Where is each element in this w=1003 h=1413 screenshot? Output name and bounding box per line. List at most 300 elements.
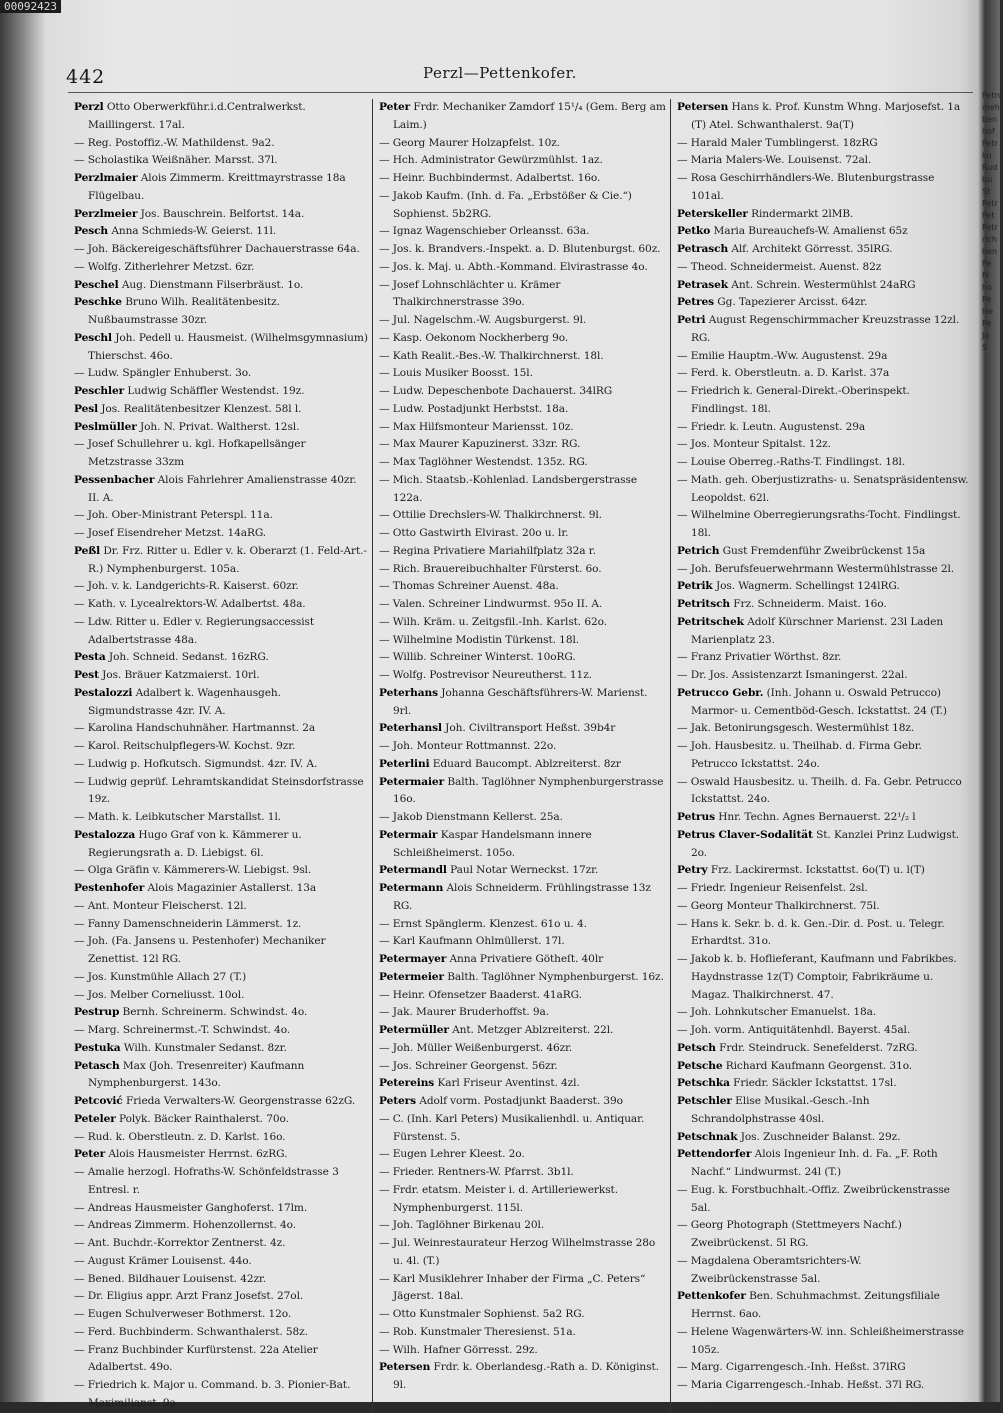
edge-fragment: bu bbox=[982, 175, 993, 184]
directory-entry bbox=[379, 543, 666, 561]
directory-entry bbox=[677, 667, 969, 685]
directory-entry bbox=[74, 152, 368, 170]
entry-details: — Max Hilfsmonteur Mariensst. 10z. bbox=[379, 420, 574, 433]
directory-entry bbox=[379, 454, 666, 472]
entry-details: — Heinr. Buchbindermst. Adalbertst. 16o. bbox=[379, 172, 601, 184]
directory-entry bbox=[677, 862, 969, 880]
directory-entry bbox=[379, 241, 666, 259]
entry-surname: Pestenhofer bbox=[74, 882, 145, 894]
directory-entry bbox=[379, 933, 666, 951]
entry-details: Rindermarkt 2lMB. bbox=[747, 207, 854, 220]
entry-surname: Peterhans bbox=[379, 686, 438, 699]
entry-details: — Valen. Schreiner Lindwurmst. 95o II. A. bbox=[379, 598, 603, 610]
directory-entry bbox=[677, 206, 969, 224]
entry-details: — Ludwig p. Hofkutsch. Sigmundst. 4zr. IV. A. bbox=[74, 757, 318, 770]
entry-details: Ant. Metzger Ablzreiterst. 22l. bbox=[448, 1024, 614, 1036]
directory-entry bbox=[677, 614, 969, 650]
entry-surname: Peterskeller bbox=[677, 207, 748, 220]
entry-details: — Reg. Postoffiz.-W. Mathildenst. 9a2. bbox=[74, 136, 275, 149]
directory-entry bbox=[379, 1235, 666, 1271]
entry-details: — Rud. k. Oberstleutn. z. D. Karlst. 16o. bbox=[74, 1130, 286, 1143]
entry-details: — Heinr. Ofensetzer Baaderst. 41aRG. bbox=[379, 988, 582, 1001]
entry-surname: Peteler bbox=[74, 1112, 116, 1125]
entry-details: — Theod. Schneidermeist. Auenst. 82z bbox=[677, 260, 882, 273]
entry-details: — Jakob Dienstmann Kellerst. 25a. bbox=[379, 811, 563, 823]
entry-surname: Petrucco Gebr. bbox=[677, 686, 764, 699]
directory-entry bbox=[677, 99, 969, 135]
directory-entry bbox=[379, 1324, 666, 1342]
directory-entry bbox=[677, 543, 969, 561]
directory-entry bbox=[74, 1200, 368, 1218]
entry-details: Karl Friseur Aventinst. 4zl. bbox=[434, 1077, 580, 1090]
directory-entry bbox=[677, 454, 969, 472]
entry-surname: Pestalozza bbox=[74, 828, 136, 841]
directory-entry bbox=[677, 1324, 969, 1360]
directory-entry bbox=[74, 933, 368, 969]
entry-details: — Willib. Schreiner Winterst. 10oRG. bbox=[379, 651, 576, 664]
directory-entry bbox=[379, 738, 666, 756]
directory-entry bbox=[74, 774, 368, 810]
entry-details: — Ludw. Spängler Enhuberst. 3o. bbox=[74, 367, 252, 380]
entry-details: — Max Taglöhner Westendst. 135z. RG. bbox=[379, 456, 588, 468]
entry-details: Jos. Bauschrein. Belfortst. 14a. bbox=[137, 207, 305, 220]
directory-entry bbox=[74, 419, 368, 437]
directory-entry bbox=[677, 738, 969, 774]
entry-details: — Jos. Melber Corneliusst. 10ol. bbox=[74, 988, 245, 1001]
entry-details: — Scholastika Weißnäher. Marsst. 37l. bbox=[74, 154, 278, 167]
directory-entry bbox=[677, 365, 969, 383]
entry-surname: Peters bbox=[379, 1095, 417, 1107]
entry-surname: Pettendorfer bbox=[677, 1148, 752, 1161]
entry-details: — Ant. Buchdr.-Korrektor Zentnerst. 4z. bbox=[74, 1237, 286, 1249]
directory-entry bbox=[677, 152, 969, 170]
entry-details: Frdr. Steindruck. Senefelderst. 7zRG. bbox=[715, 1041, 918, 1054]
edge-fragment: Fr bbox=[982, 271, 990, 280]
entry-surname: Petritsch bbox=[677, 598, 731, 610]
entry-details: — Mich. Staatsb.-Kohlenlad. Landsbergerstrasse 122a. bbox=[379, 473, 638, 504]
entry-details: — Josef Eisendreher Metzst. 14aRG. bbox=[74, 527, 267, 539]
entry-details: — Joh. Hausbesitz. u. Theilhab. d. Firma Gebr. Petrucco Ickstattst. 24o. bbox=[677, 740, 922, 770]
entry-surname: Peßl bbox=[74, 544, 101, 557]
directory-entry bbox=[379, 1271, 666, 1307]
entry-details: August Regenschirmmacher Kreuzstrasse 12zl. RG. bbox=[691, 314, 960, 344]
edge-fragment: rich bbox=[982, 235, 997, 244]
directory-entry bbox=[677, 294, 969, 312]
directory-entry bbox=[74, 1288, 368, 1306]
entry-details: — Joh. (Fa. Jansens u. Pestenhofer) Mechaniker Zenettist. 12l RG. bbox=[74, 935, 326, 965]
edge-fragment: Petro bbox=[982, 91, 1003, 100]
entry-details: — Wilh. Hafner Görresst. 29z. bbox=[379, 1343, 538, 1356]
entry-details: — Ludwig geprüf. Lehramtskandidat Steinsdorfstrasse 19z. bbox=[74, 775, 364, 806]
directory-entry bbox=[379, 649, 666, 667]
entry-details: — Jos. k. Brandvers.-Inspekt. a. D. Blutenburgst. 60z. bbox=[379, 243, 661, 255]
entry-details: Balth. Taglöhner Nymphenburgerst. 16z. bbox=[443, 970, 664, 983]
directory-entry bbox=[379, 312, 666, 330]
entry-details: Elise Musikal.-Gesch.-Inh Schrandolphstrasse 40sl. bbox=[691, 1095, 870, 1125]
directory-entry bbox=[74, 223, 368, 241]
entry-surname: Peterhansl bbox=[379, 722, 442, 735]
directory-entry bbox=[677, 472, 969, 508]
entry-details: — Math. geh. Oberjustizraths- u. Senatspräsidentensw. Leopoldst. 62l. bbox=[677, 473, 969, 504]
entry-surname: Petereins bbox=[379, 1077, 435, 1090]
entry-surname: Peter bbox=[74, 1148, 106, 1161]
directory-entry bbox=[379, 1306, 666, 1324]
entry-details: — Friedrich k. Major u. Command. b. 3. Pionier-Bat. Maximilianst. 9a. bbox=[74, 1379, 351, 1409]
directory-entry bbox=[677, 1129, 969, 1147]
entry-surname: Petri bbox=[677, 314, 706, 326]
entry-surname: Petry bbox=[677, 864, 708, 877]
directory-entry bbox=[74, 1324, 368, 1342]
directory-entry bbox=[379, 419, 666, 437]
entry-details: — Kasp. Oekonom Nockherberg 9o. bbox=[379, 331, 569, 344]
entry-details: — Karl Musiklehrer Inhaber der Firma „C. Peters“ Jägerst. 18al. bbox=[379, 1272, 646, 1303]
entry-details: — Wilhelmine Oberregierungsraths-Tocht. Findlingst. 18l. bbox=[677, 509, 961, 539]
entry-details: — Karl Kaufmann Ohlmüllerst. 17l. bbox=[379, 935, 565, 948]
entry-surname: Petres bbox=[677, 296, 715, 309]
entry-details: — Bened. Bildhauer Louisenst. 42zr. bbox=[74, 1272, 267, 1285]
entry-surname: Petermayer bbox=[379, 953, 447, 965]
entry-details: — Ottilie Drechslers-W. Thalkirchnerst. 9l. bbox=[379, 509, 602, 522]
directory-entry bbox=[74, 916, 368, 934]
directory-entry bbox=[677, 1288, 969, 1324]
directory-entry bbox=[74, 1004, 368, 1022]
directory-entry bbox=[379, 809, 666, 827]
entry-details: — Joh. Berufsfeuerwehrmann Westermühlstrasse 2l. bbox=[677, 562, 955, 575]
edge-fragment: Pe bbox=[982, 295, 992, 304]
entry-surname: Peterlini bbox=[379, 757, 430, 770]
entry-details: Dr. Frz. Ritter u. Edler v. k. Oberarzt (1. Feld-Art.-R.) Nymphenburgerst. 105a. bbox=[88, 544, 367, 575]
directory-entry bbox=[677, 312, 969, 348]
entry-details: — Friedr. Ingenieur Reisenfelst. 2sl. bbox=[677, 882, 868, 894]
entry-details: — Max Maurer Kapuzinerst. 33zr. RG. bbox=[379, 438, 581, 451]
directory-entry bbox=[74, 1253, 368, 1271]
entry-surname: Pestalozzi bbox=[74, 686, 133, 699]
entry-surname: Petrasek bbox=[677, 278, 729, 291]
entry-surname: Pesta bbox=[74, 651, 106, 664]
directory-entry bbox=[677, 1359, 969, 1377]
entry-details: — Ludw. Depeschenbote Dachauerst. 34lRG bbox=[379, 385, 613, 397]
directory-entry bbox=[74, 1217, 368, 1235]
directory-entry bbox=[677, 1004, 969, 1022]
entry-details: Bernh. Schreinerm. Schwindst. 4o. bbox=[119, 1006, 308, 1019]
directory-entry bbox=[379, 472, 666, 508]
directory-entry bbox=[677, 809, 969, 827]
edge-fragment: Petr bbox=[982, 223, 998, 232]
directory-entry bbox=[677, 436, 969, 454]
entry-details: — Marg. Schreinermst.-T. Schwindst. 4o. bbox=[74, 1024, 291, 1036]
entry-details: Alois Magazinier Astallerst. 13a bbox=[144, 882, 317, 894]
directory-entry bbox=[379, 632, 666, 650]
directory-entry bbox=[379, 170, 666, 188]
directory-entry bbox=[379, 436, 666, 454]
entry-details: Frz. Lackirermst. Ickstattst. 6o(T) u. l(T) bbox=[707, 864, 925, 877]
edge-fragment: hof bbox=[982, 127, 995, 136]
entry-details: — Hans k. Sekr. b. d. k. Gen.-Dir. d. Post. u. Telegr. Erhardtst. 31o. bbox=[677, 917, 945, 948]
directory-entry bbox=[74, 241, 368, 259]
entry-details: Frz. Schneiderm. Maist. 16o. bbox=[730, 598, 887, 610]
entry-surname: Petermaier bbox=[379, 775, 445, 788]
entry-details: — Maria Cigarrengesch.-Inhab. Heßst. 37l RG. bbox=[677, 1379, 925, 1391]
entry-details: Ludwig Schäffler Westendst. 19z. bbox=[124, 385, 305, 397]
entry-details: — Harald Maler Tumblingerst. 18zRG bbox=[677, 136, 878, 149]
directory-entry bbox=[677, 135, 969, 153]
entry-details: — Louis Musiker Boosst. 15l. bbox=[379, 367, 533, 380]
entry-details: Alois Schneiderm. Frühlingstrasse 13z RG. bbox=[393, 882, 651, 912]
directory-entry bbox=[74, 667, 368, 685]
entry-details: — Otto Kunstmaler Sophienst. 5a2 RG. bbox=[379, 1308, 585, 1320]
entry-details: — Rich. Brauereibuchhalter Fürsterst. 6o. bbox=[379, 562, 602, 575]
directory-entry bbox=[677, 561, 969, 579]
entry-details: — Oswald Hausbesitz. u. Theilh. d. Fa. Gebr. Petrucco Ickstattst. 24o. bbox=[677, 775, 962, 806]
directory-entry bbox=[74, 1306, 368, 1324]
entry-details: — Ferd. Buchbinderm. Schwanthalerst. 58z. bbox=[74, 1325, 308, 1338]
directory-entry bbox=[74, 1022, 368, 1040]
entry-details: — Joh. Taglöhner Birkenau 20l. bbox=[379, 1219, 545, 1232]
directory-entry bbox=[379, 596, 666, 614]
entry-details: — Eug. k. Forstbuchhalt.-Offiz. Zweibrückenstrasse 5al. bbox=[677, 1183, 950, 1214]
entry-surname: Petrus Claver-Sodalität bbox=[677, 828, 813, 841]
directory-entry bbox=[379, 348, 666, 366]
directory-entry bbox=[74, 99, 368, 135]
entry-details: Frieda Verwalters-W. Georgenstrasse 62zG. bbox=[122, 1095, 356, 1107]
directory-entry bbox=[379, 880, 666, 916]
directory-entry bbox=[677, 1377, 969, 1395]
directory-entry bbox=[379, 152, 666, 170]
entry-details: — Ferd. k. Oberstleutn. a. D. Karlst. 37a bbox=[677, 367, 890, 380]
directory-entry bbox=[379, 1164, 666, 1182]
directory-entry bbox=[379, 1093, 666, 1111]
edge-fragment: Pe bbox=[982, 319, 992, 328]
entry-details: — Jos. k. Maj. u. Abth.-Kommand. Elvirastrasse 4o. bbox=[379, 260, 648, 273]
entry-surname: Pettenkofer bbox=[677, 1290, 746, 1303]
entry-details: — Regina Privatiere Mariahilfplatz 32a r. bbox=[379, 544, 596, 557]
directory-entry bbox=[74, 383, 368, 401]
directory-entry bbox=[677, 419, 969, 437]
entry-details: Joh. Civiltransport Heßst. 39b4r bbox=[441, 722, 616, 735]
directory-entry bbox=[677, 774, 969, 810]
entry-surname: Perzlmaier bbox=[74, 172, 138, 184]
entry-details: — Eugen Lehrer Kleest. 2o. bbox=[379, 1148, 525, 1161]
entry-details: — Ant. Monteur Fleischerst. 12l. bbox=[74, 899, 247, 912]
page-number: 442 bbox=[66, 66, 106, 88]
entry-details: Wilh. Kunstmaler Sedanst. 8zr. bbox=[120, 1041, 287, 1054]
edge-fragment: He bbox=[982, 307, 993, 316]
directory-entry bbox=[379, 525, 666, 543]
entry-details: — Ernst Spänglerm. Klenzest. 61o u. 4. bbox=[379, 917, 587, 930]
directory-entry bbox=[677, 1040, 969, 1058]
directory-entry bbox=[379, 1342, 666, 1360]
entry-surname: Peslmüller bbox=[74, 420, 137, 433]
entry-details: Alois Hausmeister Herrnst. 6zRG. bbox=[105, 1148, 288, 1161]
directory-entry bbox=[379, 578, 666, 596]
directory-entry bbox=[379, 1040, 666, 1058]
column-2 bbox=[372, 99, 670, 1413]
directory-entry bbox=[677, 685, 969, 721]
directory-entry bbox=[74, 1129, 368, 1147]
directory-entry bbox=[677, 259, 969, 277]
entry-details: Jos. Bräuer Katzmaierst. 10rl. bbox=[98, 669, 260, 681]
entry-details: Adolf Kürschner Marienst. 23l Laden Marienplatz 23. bbox=[691, 615, 944, 646]
entry-details: — Joh. Lohnkutscher Emanuelst. 18a. bbox=[677, 1006, 877, 1019]
edge-fragment: ben bbox=[982, 247, 998, 256]
entry-surname: Perzl bbox=[74, 101, 104, 113]
entry-details: — Karolina Handschuhnäher. Hartmannst. 2a bbox=[74, 722, 316, 735]
entry-details: Jos. Zuschneider Balanst. 29z. bbox=[737, 1130, 901, 1143]
directory-entry bbox=[677, 1022, 969, 1040]
entry-details: Joh. N. Privat. Waltherst. 12sl. bbox=[136, 420, 300, 433]
entry-surname: Petschnak bbox=[677, 1130, 738, 1143]
directory-entry bbox=[379, 720, 666, 738]
entry-details: (Inh. Johann u. Oswald Petrucco) Marmor- u. Cementböd-Gesch. Ickstattst. 24 (T.) bbox=[691, 686, 947, 717]
entry-details: — Georg Maurer Holzapfelst. 10z. bbox=[379, 136, 560, 149]
entry-details: Jos. Wagnerm. Schellingst 124lRG. bbox=[712, 580, 900, 593]
entry-details: St. Kanzlei Prinz Ludwigst. 2o. bbox=[691, 828, 959, 859]
directory-entry bbox=[379, 507, 666, 525]
directory-entry bbox=[677, 916, 969, 952]
entry-surname: Petersen bbox=[677, 101, 729, 113]
directory-entry bbox=[74, 1271, 368, 1289]
entry-details: — Jos. Kunstmühle Allach 27 (T.) bbox=[74, 970, 247, 983]
directory-entry bbox=[677, 1253, 969, 1289]
entry-details: Balth. Taglöhner Nymphenburgerstrasse 16o. bbox=[393, 775, 664, 806]
entry-details: — Joh. Müller Weißenburgerst. 46zr. bbox=[379, 1041, 573, 1054]
directory-entry bbox=[74, 1146, 368, 1164]
directory-entry bbox=[379, 135, 666, 153]
directory-entry bbox=[74, 862, 368, 880]
entry-surname: Petermeier bbox=[379, 970, 444, 983]
directory-entry bbox=[677, 348, 969, 366]
directory-entry bbox=[74, 1377, 368, 1413]
directory-entry bbox=[74, 898, 368, 916]
directory-entry bbox=[677, 223, 969, 241]
entry-surname: Petsche bbox=[677, 1059, 723, 1072]
entry-details: — Thomas Schreiner Auenst. 48a. bbox=[379, 580, 559, 593]
directory-entry bbox=[677, 1217, 969, 1253]
entry-details: — Franz Privatier Wörthst. 8zr. bbox=[677, 651, 842, 664]
directory-entry bbox=[74, 1235, 368, 1253]
directory-entry bbox=[677, 1182, 969, 1218]
entry-details: — Georg Photograph (Stettmeyers Nachf.) Zweibrückenst. 5l RG. bbox=[677, 1219, 902, 1249]
directory-entry bbox=[379, 365, 666, 383]
directory-entry bbox=[74, 135, 368, 153]
directory-entry bbox=[677, 880, 969, 898]
entry-details: Gg. Tapezierer Arcisst. 64zr. bbox=[714, 296, 868, 309]
directory-entry bbox=[379, 614, 666, 632]
edge-fragment: ku bbox=[982, 151, 992, 160]
running-head: Perzl—Pettenkofer. bbox=[423, 64, 577, 82]
directory-entry bbox=[379, 561, 666, 579]
entry-details: — Ignaz Wagenschieber Orleansst. 63a. bbox=[379, 225, 590, 238]
directory-entry bbox=[74, 1040, 368, 1058]
directory-entry bbox=[74, 880, 368, 898]
entry-surname: Petermair bbox=[379, 828, 438, 841]
directory-entry bbox=[677, 720, 969, 738]
edge-fragment: Petr bbox=[982, 199, 998, 208]
directory-entry bbox=[677, 596, 969, 614]
directory-entry bbox=[379, 383, 666, 401]
entry-details: — Wilh. Kräm. u. Zeitgsfil.-Inh. Karlst. 62o. bbox=[379, 615, 607, 628]
entry-details: — Georg Monteur Thalkirchnerst. 75l. bbox=[677, 899, 880, 912]
entry-details: — Frdr. etatsm. Meister i. d. Artilleriewerkst. Nymphenburgerst. 115l. bbox=[379, 1183, 618, 1214]
entry-details: Hans k. Prof. Kunstm Whng. Marjosefst. 1a (T) Atel. Schwanthalerst. 9a(T) bbox=[691, 101, 961, 131]
entry-surname: Petrik bbox=[677, 580, 713, 593]
directory-entry bbox=[74, 1164, 368, 1200]
entry-details: — Jul. Weinrestaurateur Herzog Wilhelmstrasse 28o u. 4l. (T.) bbox=[379, 1237, 656, 1267]
directory-entry bbox=[379, 774, 666, 810]
edge-fragment: meh bbox=[982, 103, 1000, 112]
directory-entry bbox=[677, 1058, 969, 1076]
entry-surname: Peter bbox=[379, 101, 411, 113]
entry-surname: Petcović bbox=[74, 1095, 123, 1107]
directory-entry bbox=[379, 188, 666, 224]
column-3 bbox=[670, 99, 973, 1413]
entry-details: Eduard Baucompt. Ablzreiterst. 8zr bbox=[429, 757, 621, 770]
entry-surname: Pessenbacher bbox=[74, 473, 155, 486]
directory-entry bbox=[677, 383, 969, 419]
directory-entry bbox=[74, 507, 368, 525]
entry-details: — Marg. Cigarrengesch.-Inh. Heßst. 37lRG bbox=[677, 1361, 906, 1374]
entry-details: Alois Zimmerm. Kreittmayrstrasse 18a Flügelbau. bbox=[88, 172, 346, 202]
directory-entry bbox=[677, 1075, 969, 1093]
edge-fragment: Pet bbox=[982, 211, 995, 220]
entry-details: — Maria Malers-We. Louisenst. 72al. bbox=[677, 154, 872, 167]
entry-details: Paul Notar Werneckst. 17zr. bbox=[446, 864, 599, 877]
entry-details: — Louise Oberreg.-Raths-T. Findlingst. 18l. bbox=[677, 456, 906, 468]
entry-details: Frdr. k. Oberlandesg.-Rath a. D. Königinst. 9l. bbox=[393, 1361, 659, 1391]
entry-surname: Peschl bbox=[74, 331, 112, 344]
directory-entry bbox=[379, 987, 666, 1005]
directory-entry bbox=[677, 649, 969, 667]
edge-fragment: Jo bbox=[982, 331, 990, 340]
directory-entry bbox=[677, 951, 969, 1004]
entry-details: Ben. Schuhmachmst. Zeitungsfiliale Herrnst. 6ao. bbox=[691, 1290, 940, 1320]
scan-id: 00092423 bbox=[0, 0, 61, 13]
entry-details: — Rob. Kunstmaler Theresienst. 51a. bbox=[379, 1325, 576, 1338]
edge-fragment: S bbox=[982, 343, 988, 352]
entry-details: Gust Fremdenführ Zweibrückenst 15a bbox=[719, 544, 926, 557]
entry-details: Adalbert k. Wagenhausgeh. Sigmundstrasse 4zr. IV. A. bbox=[88, 686, 281, 717]
edge-fragment: ho bbox=[982, 283, 992, 292]
directory-entry bbox=[379, 330, 666, 348]
directory-entry bbox=[379, 401, 666, 419]
directory-entry bbox=[74, 969, 368, 987]
directory-entry bbox=[379, 223, 666, 241]
edge-fragment: Pe bbox=[982, 259, 992, 268]
entry-details: Max (Joh. Tresenreiter) Kaufmann Nymphenburgerst. 143o. bbox=[88, 1059, 305, 1090]
directory-entry bbox=[379, 685, 666, 721]
entry-surname: Peschel bbox=[74, 278, 119, 291]
entry-details: Joh. Schneid. Sedanst. 16zRG. bbox=[105, 651, 269, 664]
column-1 bbox=[70, 99, 372, 1413]
directory-entry bbox=[74, 206, 368, 224]
entry-details: — Wilhelmine Modistin Türkenst. 18l. bbox=[379, 633, 580, 646]
entry-details: — Jos. Schreiner Georgenst. 56zr. bbox=[379, 1059, 558, 1072]
directory-entry bbox=[677, 170, 969, 206]
edge-fragment: Petr bbox=[982, 139, 998, 148]
entry-details: — Olga Gräfin v. Kämmerers-W. Liebigst. 9sl. bbox=[74, 864, 312, 877]
directory-entry bbox=[74, 543, 368, 579]
entry-details: — Andreas Hausmeister Ganghoferst. 17lm. bbox=[74, 1201, 308, 1214]
directory-entry bbox=[379, 99, 666, 135]
directory-entry bbox=[379, 827, 666, 863]
entry-details: — Jak. Maurer Bruderhoffst. 9a. bbox=[379, 1006, 550, 1019]
entry-surname: Petermüller bbox=[379, 1024, 449, 1036]
entry-details: — Kath Realit.-Bes.-W. Thalkirchnerst. 18l. bbox=[379, 349, 604, 362]
entry-details: Otto Oberwerkführ.i.d.Centralwerkst. Maillingerst. 17al. bbox=[88, 101, 306, 131]
directory-entry bbox=[677, 277, 969, 295]
entry-surname: Pestrup bbox=[74, 1006, 120, 1019]
directory-entry bbox=[677, 1093, 969, 1129]
